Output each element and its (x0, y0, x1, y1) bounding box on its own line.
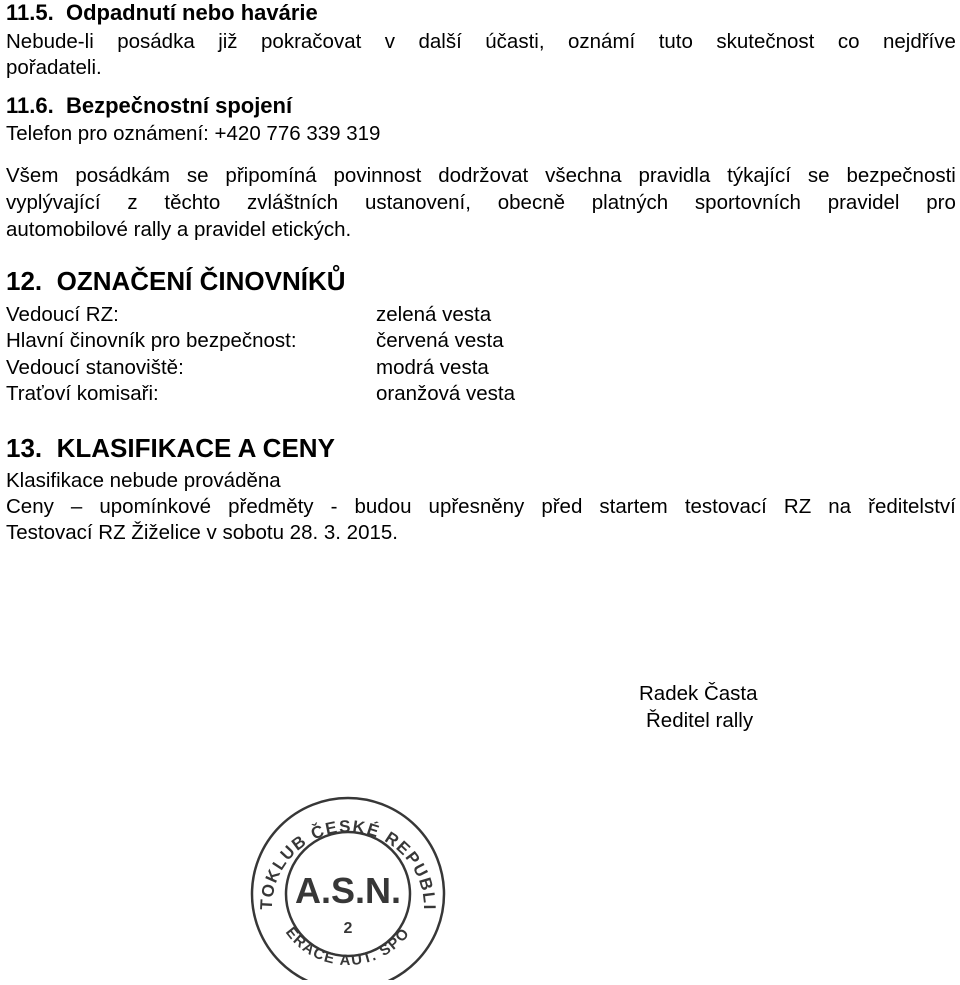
section-12-heading (6, 268, 346, 294)
justified-word: na (828, 495, 852, 518)
justified-word: budou (354, 495, 412, 518)
justified-word: pro (926, 191, 956, 214)
heading-number: 11.5. (6, 0, 54, 25)
justified-word: z (127, 191, 138, 214)
stamp-number: 2 (343, 920, 353, 937)
justified-word: pravidel (827, 191, 900, 214)
justified-word: - (330, 495, 338, 518)
justified-word: těchto (164, 191, 221, 214)
justified-word: sportovních (694, 191, 801, 214)
justified-word: povinnost (333, 164, 422, 187)
justified-word: vyplývající (6, 191, 101, 214)
justified-word: oznámí (568, 30, 636, 53)
safety-paragraph-line-3: automobilové rally a pravidel etických. (6, 218, 352, 241)
test-stage-line: Testovací RZ Žiželice v sobotu 28. 3. 2015. (6, 521, 398, 544)
justified-word: účasti, (485, 30, 545, 53)
safety-paragraph-line-1 (6, 163, 956, 189)
justified-word: upřesněny (428, 495, 525, 518)
heading-text: KLASIFIKACE A CENY (56, 433, 335, 463)
justified-word: všechna (545, 164, 622, 187)
official-vest: zelená vesta (376, 303, 492, 326)
section-11-6-heading (6, 93, 292, 119)
section-13-heading (6, 435, 335, 461)
justified-word: ředitelství (868, 495, 956, 518)
official-role: Vedoucí stanoviště: (6, 356, 184, 379)
justified-word: pokračovat (261, 30, 362, 53)
heading-number: 13. (6, 433, 43, 463)
justified-word: platných (591, 191, 669, 214)
justified-word: tuto (658, 30, 693, 53)
justified-word: zvláštních (247, 191, 339, 214)
prizes-line (6, 494, 956, 520)
justified-word: další (418, 30, 462, 53)
justified-word: pravidla (638, 164, 711, 187)
heading-text: Odpadnutí nebo havárie (65, 0, 318, 25)
justified-word: před (541, 495, 583, 518)
justified-word: ustanovení, (364, 191, 471, 214)
justified-word: týkající (727, 164, 791, 187)
official-role: Traťoví komisaři: (6, 382, 159, 405)
justified-word: posádka (117, 30, 195, 53)
justified-word: se (807, 164, 830, 187)
official-vest: modrá vesta (376, 356, 489, 379)
justified-word: posádkám (75, 164, 170, 187)
section-11-5-heading (6, 0, 318, 26)
signature-name: Radek Časta (639, 682, 758, 705)
justified-word: bezpečnosti (846, 164, 956, 187)
justified-word: startem (599, 495, 668, 518)
asn-stamp (232, 790, 464, 980)
classification-line: Klasifikace nebude prováděna (6, 469, 281, 492)
justified-word: dodržovat (438, 164, 529, 187)
justified-word: se (186, 164, 209, 187)
heading-text: OZNAČENÍ ČINOVNÍKŮ (56, 266, 346, 296)
justified-word: skutečnost (716, 30, 815, 53)
stamp-seal-icon (232, 790, 464, 980)
justified-word: obecně (497, 191, 565, 214)
justified-word: Všem (6, 164, 59, 187)
justified-word: předměty (228, 495, 314, 518)
heading-text: Bezpečnostní spojení (65, 93, 293, 118)
justified-word: – (70, 495, 83, 518)
heading-number: 12. (6, 266, 43, 296)
stamp-ring-top: TOKLUB ČESKÉ REPUBLI (256, 816, 440, 911)
justified-word: již (218, 30, 238, 53)
stamp-ring-bottom: ERACE AUT. SPO (282, 924, 414, 970)
signature-title: Ředitel rally (646, 709, 754, 732)
justified-word: nejdříve (882, 30, 956, 53)
official-vest: červená vesta (376, 329, 504, 352)
justified-word: Ceny (6, 495, 54, 518)
official-role: Vedoucí RZ: (6, 303, 119, 326)
justified-word: Nebude-li (6, 30, 94, 53)
official-role: Hlavní činovník pro bezpečnost: (6, 329, 297, 352)
justified-word: testovací (684, 495, 767, 518)
section-11-5-line-2: pořadateli. (6, 56, 102, 79)
justified-word: upomínkové (99, 495, 212, 518)
official-vest: oranžová vesta (376, 382, 516, 405)
section-11-5-line-1 (6, 29, 956, 55)
safety-paragraph-line-2 (6, 190, 956, 216)
justified-word: v (384, 30, 396, 53)
heading-number: 11.6. (6, 93, 54, 118)
stamp-center-text: A.S.N. (294, 870, 402, 911)
emergency-phone: Telefon pro oznámení: +420 776 339 319 (6, 122, 381, 145)
justified-word: připomíná (225, 164, 317, 187)
justified-word: co (837, 30, 860, 53)
justified-word: RZ (783, 495, 812, 518)
